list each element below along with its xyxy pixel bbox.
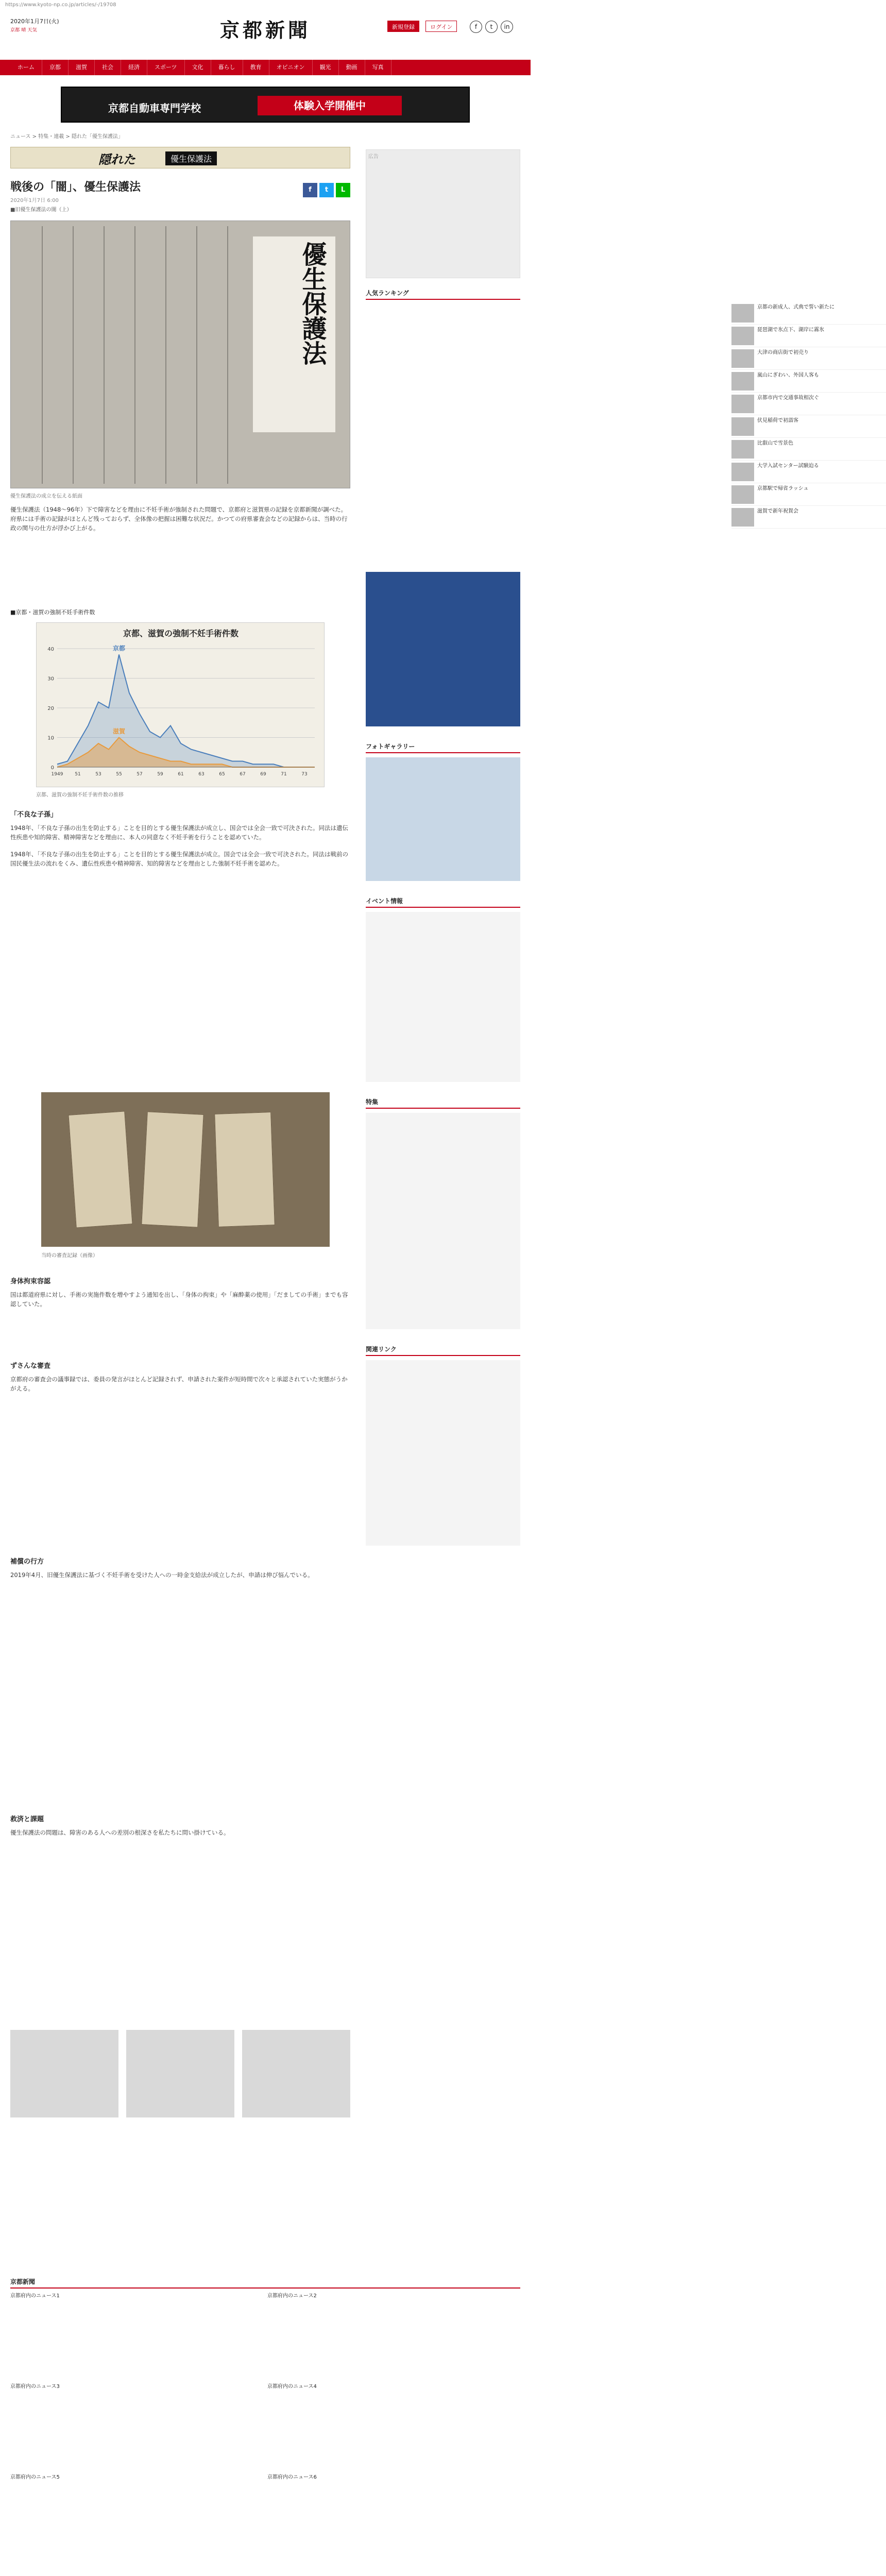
event-list [366,912,520,1082]
links-heading: 関連リンク [366,1345,520,1356]
y-tick-label: 20 [47,706,54,711]
x-tick-label: 51 [75,772,81,777]
nav-item[interactable]: 社会 [95,60,121,75]
ad-banner[interactable] [61,87,470,123]
ranking-list [366,302,834,529]
special-heading: 特集 [366,1097,520,1109]
article-body: 京都府の審査会の議事録では、委員の発言がほとんど記録されず、申請された案件が短時間で次々と承認されていた実態がうかがえる。 [10,1376,348,1392]
ranking-item[interactable]: 琵琶湖で氷点下、湖岸に霧氷 [731,325,886,347]
ad-thumbnail[interactable] [126,2030,234,2117]
y-tick-label: 40 [47,647,54,652]
photo-caption: 優生保護法の成立を伝える紙面 [10,494,82,499]
nav-item[interactable]: オピニオン [269,60,313,75]
x-tick-label: 57 [137,772,143,777]
chart-title: 京都、滋賀の強制不妊手術件数 [123,629,239,638]
article-title: 戦後の「闇」、優生保護法 [10,181,141,194]
x-tick-label: 69 [260,772,266,777]
ranking-item[interactable]: 大津の商店街で初売り [731,347,886,370]
facebook-icon[interactable]: f [470,21,482,33]
x-tick-label: 73 [301,772,308,777]
nav-item[interactable]: 観光 [313,60,339,75]
x-tick-label: 63 [198,772,205,777]
banner-cta: 体験入学開催中 [258,96,402,115]
x-tick-label: 65 [219,772,225,777]
series-kicker: 隠れた [98,152,135,167]
series-label: 京都 [112,645,126,652]
header-date: 2020年1月7日(火) 京都 晴 天気 [10,18,59,33]
nav-item[interactable]: 動画 [339,60,365,75]
series-label: 優生保護法 [165,151,217,165]
section-heading: 救済と課題 [10,1816,44,1823]
ranking-item[interactable]: 嵐山にぎわい、外国人客も [731,370,886,393]
series-banner [10,147,350,168]
article-body: 国は都道府県に対し、手術の実施件数を増やすよう通知を出し、「身体の拘束」や「麻酔薬の使用」「だましての手術」までも容認していた。 [10,1291,348,1308]
photo-gallery-heading: フォトギャラリー [366,742,520,753]
article-body: 2019年4月、旧優生保護法に基づく不妊手術を受けた人への一時金支給法が成立したが、申請は伸び悩んでいる。 [10,1571,314,1579]
x-tick-label: 59 [157,772,163,777]
article-photo [10,221,350,488]
instagram-icon[interactable]: in [501,21,513,33]
login-button[interactable]: ログイン [425,21,457,32]
section-heading: 身体拘束容認 [10,1278,51,1285]
section-heading: 「不良な子孫」 [10,811,58,819]
section-heading: 補償の行方 [10,1558,44,1566]
nav-item[interactable]: 写真 [365,60,391,75]
sidebar-ad[interactable]: 広告 [366,149,520,278]
article-body: 優生保護法の問題は、障害のある人への差別の根深さを私たちに問い掛けている。 [10,1829,230,1836]
x-tick-label: 61 [178,772,184,777]
list-item[interactable]: 京都府内のニュース5 [10,2475,60,2480]
browser-url: https://www.kyoto-np.co.jp/articles/-/19708 [5,2,116,8]
list-item[interactable]: 京都府内のニュース3 [10,2384,60,2389]
article-body: 1948年、「不良な子孫の出生を防止する」ことを目的とする優生保護法が成立し、国会では全会一致で可決された。同法は遺伝性疾患や知的障害、精神障害などを理由に、本人の同意なく不妊手術を行うことを認めていた。 1948年、「不良な子孫の出生を防止する」ことを目的とする優生保護法が成立。国会では全会一致で可決された。同法は戦前の国民優生法の流れをくみ、遺伝性疾患や精神障害、知的障害などを理由とした強制不妊手術を認めた。 [10,824,349,867]
y-tick-label: 10 [47,735,54,741]
nav-item[interactable]: 京都 [42,60,69,75]
nav-item[interactable]: 滋賀 [69,60,95,75]
site-logo[interactable]: 京都新聞 [219,19,311,42]
x-tick-label: 55 [116,772,122,777]
links-list [366,1360,520,1546]
ranking-heading: 人気ランキング [366,289,520,300]
article-photo-2 [41,1092,330,1247]
section-grid [10,2293,520,2561]
ranking-item[interactable]: 滋賀で新年祝賀会 [731,506,886,529]
sidebar-ad-2[interactable] [366,572,520,726]
main-nav [0,60,531,75]
series-label: 滋賀 [112,727,126,735]
nav-item[interactable]: 経済 [121,60,147,75]
section-heading: 京都新聞 [10,2277,520,2289]
sidebar-photo[interactable] [366,757,520,881]
subscribe-button[interactable]: 新規登録 [387,21,419,32]
ad-thumbnail[interactable] [10,2030,118,2117]
section-heading: ずさんな審査 [10,1362,51,1370]
special-list [366,1113,520,1329]
x-tick-label: 67 [240,772,246,777]
nav-item[interactable]: 文化 [185,60,211,75]
x-tick-label: 71 [281,772,287,777]
ad-thumbnail[interactable] [242,2030,350,2117]
ranking-item[interactable]: 伏見稲荷で初詣客 [731,415,886,438]
ranking-item[interactable]: 大学入試センター試験迫る [731,461,886,483]
chart-intro: ■京都・滋賀の強制不妊手術件数 [10,609,95,616]
list-item[interactable]: 京都府内のニュース4 [267,2384,317,2389]
nav-item[interactable]: 教育 [243,60,269,75]
share-twitter-icon[interactable]: t [319,183,334,197]
ranking-item[interactable]: 京都駅で帰省ラッシュ [731,483,886,506]
newspaper-headline: 優生保護法 [253,236,335,432]
x-tick-label: 53 [95,772,101,777]
x-tick-label: 1949 [51,772,63,777]
share-facebook-icon[interactable]: f [303,183,317,197]
list-item[interactable]: 京都府内のニュース2 [267,2293,317,2299]
share-line-icon[interactable]: L [336,183,350,197]
nav-item[interactable]: スポーツ [147,60,185,75]
y-tick-label: 30 [47,676,54,682]
ranking-item[interactable]: 京都市内で交通事故相次ぐ [731,393,886,415]
ranking-item[interactable]: 比叡山で雪景色 [731,438,886,461]
list-item[interactable]: 京都府内のニュース1 [10,2293,60,2299]
chart [36,622,325,787]
nav-item[interactable]: 暮らし [211,60,243,75]
chart-caption: 京都、滋賀の強制不妊手術件数の推移 [36,792,124,798]
twitter-icon[interactable]: t [485,21,498,33]
photo-caption-2: 当時の審査記録（画像） [41,1253,98,1259]
y-tick-label: 0 [50,765,54,771]
article-lead: 優生保護法（1948〜96年）下で障害などを理由に不妊手術が強制された問題で、京都府と滋賀県の記録を京都新聞が調べた。府県には手術の記録がほとんど残っておらず、全体像の把握は困難な状況だ。かつての府県審査会などの記録からは、当時の行政の関与の仕方が浮かび上がる。 [10,506,348,532]
ranking-item[interactable]: 京都の新成人、式典で誓い新たに [731,302,886,325]
breadcrumb: ニュース > 特集・連載 > 隠れた「優生保護法」 [10,134,123,140]
article-date: 2020年1月7日 6:00 [10,198,59,204]
chart-svg [37,623,325,788]
list-item[interactable]: 京都府内のニュース6 [267,2475,317,2480]
nav-item[interactable]: ホーム [10,60,42,75]
event-heading: イベント情報 [366,896,520,908]
banner-school-name: 京都自動車専門学校 [108,102,201,114]
section-label: ■旧優生保護法の闇（上） [10,207,72,213]
